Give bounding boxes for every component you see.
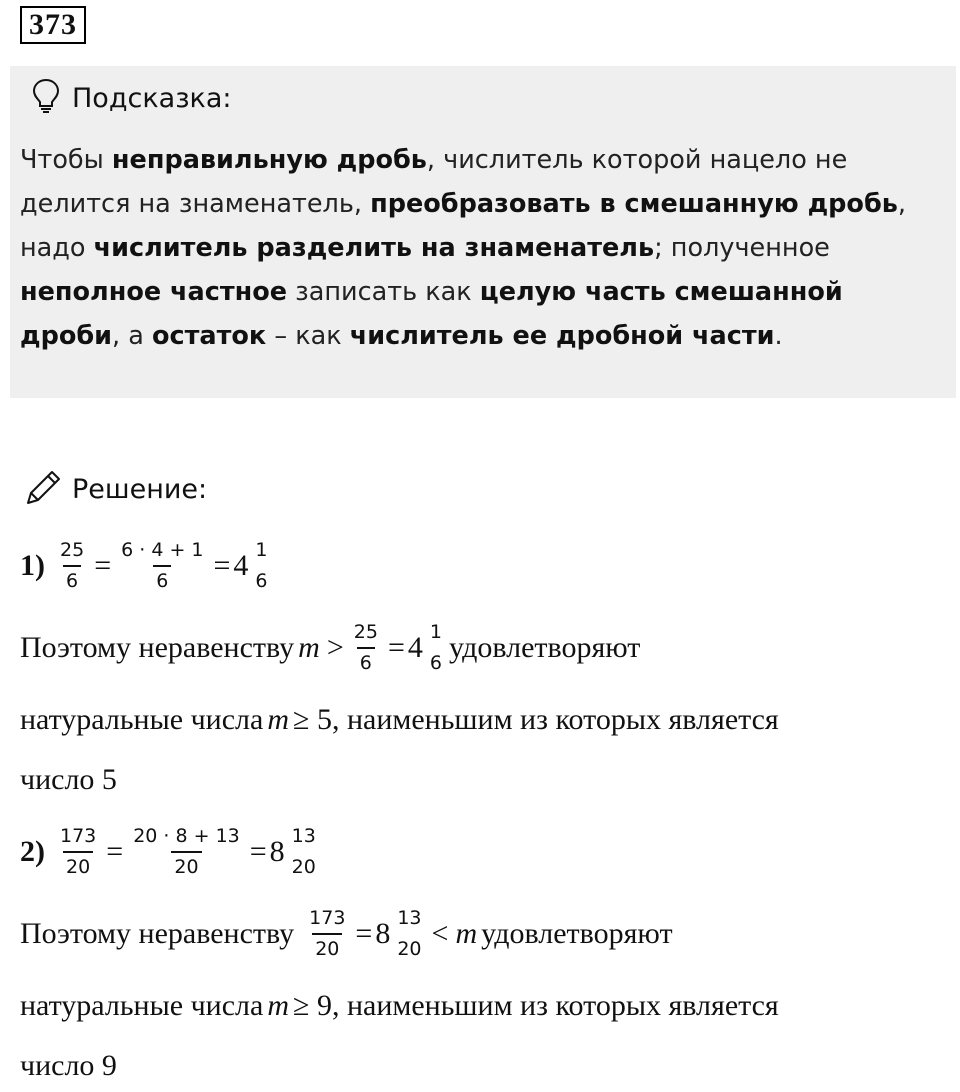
hint-text-segment: записать как bbox=[287, 277, 480, 307]
whole-part: 8 bbox=[375, 917, 391, 950]
part2-equation bbox=[20, 816, 950, 888]
hint-text-segment: – как bbox=[266, 321, 350, 351]
hint-text-segment: Чтобы bbox=[20, 145, 112, 175]
text: Поэтому неравенству bbox=[20, 631, 295, 664]
part2-line3 bbox=[20, 984, 950, 1028]
fraction bbox=[57, 827, 99, 877]
hint-text-segment: ; полученное bbox=[654, 233, 830, 263]
equals-sign: = bbox=[213, 549, 231, 582]
part1-line3 bbox=[20, 698, 950, 742]
text: натуральные числа bbox=[20, 989, 264, 1022]
denominator: 6 bbox=[429, 652, 442, 674]
fraction bbox=[351, 623, 381, 673]
numerator: 1 bbox=[255, 539, 268, 561]
whole-part: 4 bbox=[407, 631, 423, 664]
fraction bbox=[57, 541, 87, 591]
part1-line2 bbox=[20, 612, 950, 684]
text: удовлетворяют bbox=[481, 917, 673, 950]
variable: m bbox=[267, 703, 289, 736]
solution-title: Решение: bbox=[72, 473, 208, 505]
text: натуральные числа bbox=[20, 703, 264, 736]
lightbulb-icon bbox=[32, 78, 60, 119]
denominator: 6 bbox=[63, 565, 81, 591]
hint-text-segment: , а bbox=[112, 321, 152, 351]
numerator: 20 · 8 + 13 bbox=[133, 825, 240, 847]
part1-equation bbox=[20, 530, 950, 602]
part1-label: 1) bbox=[20, 549, 45, 582]
equals-sign: = bbox=[249, 835, 267, 868]
numerator: 173 bbox=[60, 825, 97, 847]
variable: m bbox=[298, 631, 320, 664]
fraction bbox=[118, 541, 206, 591]
part2-label: 2) bbox=[20, 835, 45, 868]
denominator: 20 bbox=[312, 933, 342, 959]
fraction bbox=[252, 541, 270, 591]
text: число 9 bbox=[20, 1049, 117, 1082]
less-sign: < bbox=[431, 917, 449, 950]
text: число 5 bbox=[20, 763, 117, 796]
text: удовлетворяют bbox=[448, 631, 641, 664]
fraction bbox=[394, 909, 424, 959]
hint-text-bold: преобразовать в смешанную дробь bbox=[370, 189, 898, 219]
hint-text-bold: целую часть смешанной дроби bbox=[20, 277, 843, 351]
hint-text-bold: неправильную дробь bbox=[111, 145, 427, 175]
text: ≥ 5, наименьшим из которых является bbox=[292, 703, 779, 736]
part1-line4 bbox=[20, 758, 950, 802]
denominator: 6 bbox=[255, 570, 268, 592]
variable: m bbox=[455, 917, 478, 950]
solution-header bbox=[24, 466, 207, 512]
hint-text-bold: числитель разделить на знаменатель bbox=[93, 233, 655, 263]
problem-number: 373 bbox=[20, 6, 86, 44]
numerator: 6 · 4 + 1 bbox=[121, 539, 204, 561]
denominator: 20 bbox=[171, 851, 201, 877]
equals-sign: = bbox=[387, 631, 405, 664]
equals-sign: = bbox=[355, 917, 373, 950]
hint-text bbox=[20, 138, 920, 358]
numerator: 25 bbox=[60, 539, 85, 561]
denominator: 20 bbox=[63, 851, 93, 877]
whole-part: 8 bbox=[269, 835, 285, 868]
numerator: 25 bbox=[353, 621, 378, 643]
numerator: 13 bbox=[397, 907, 422, 929]
hint-text-segment: , числитель которой нацело не делится на знаменатель, bbox=[20, 145, 848, 219]
greater-sign: > bbox=[326, 631, 344, 664]
text: Поэтому неравенству bbox=[20, 917, 295, 950]
pencil-icon bbox=[24, 467, 64, 512]
hint-text-segment: , надо bbox=[20, 189, 906, 263]
hint-text-bold: числитель ее дробной части bbox=[349, 321, 775, 351]
fraction bbox=[130, 827, 243, 877]
numerator: 13 bbox=[291, 825, 316, 847]
fraction bbox=[289, 827, 319, 877]
fraction bbox=[306, 909, 348, 959]
numerator: 173 bbox=[309, 907, 346, 929]
whole-part: 4 bbox=[233, 549, 249, 582]
denominator: 6 bbox=[153, 565, 171, 591]
hint-header bbox=[32, 78, 232, 118]
hint-text-segment: . bbox=[774, 321, 783, 351]
fraction bbox=[427, 623, 445, 673]
equals-sign: = bbox=[94, 549, 112, 582]
hint-text-bold: остаток bbox=[152, 321, 267, 351]
part2-line2 bbox=[20, 898, 950, 970]
variable: m bbox=[267, 989, 289, 1022]
hint-box bbox=[10, 66, 956, 398]
equals-sign: = bbox=[106, 835, 124, 868]
hint-text-bold: неполное частное bbox=[20, 277, 288, 307]
text: ≥ 9, наименьшим из которых является bbox=[292, 989, 779, 1022]
numerator: 1 bbox=[429, 621, 442, 643]
denominator: 20 bbox=[291, 856, 316, 878]
denominator: 20 bbox=[397, 938, 422, 960]
denominator: 6 bbox=[357, 647, 375, 673]
part2-line4 bbox=[20, 1044, 950, 1088]
hint-title: Подсказка: bbox=[72, 82, 232, 114]
